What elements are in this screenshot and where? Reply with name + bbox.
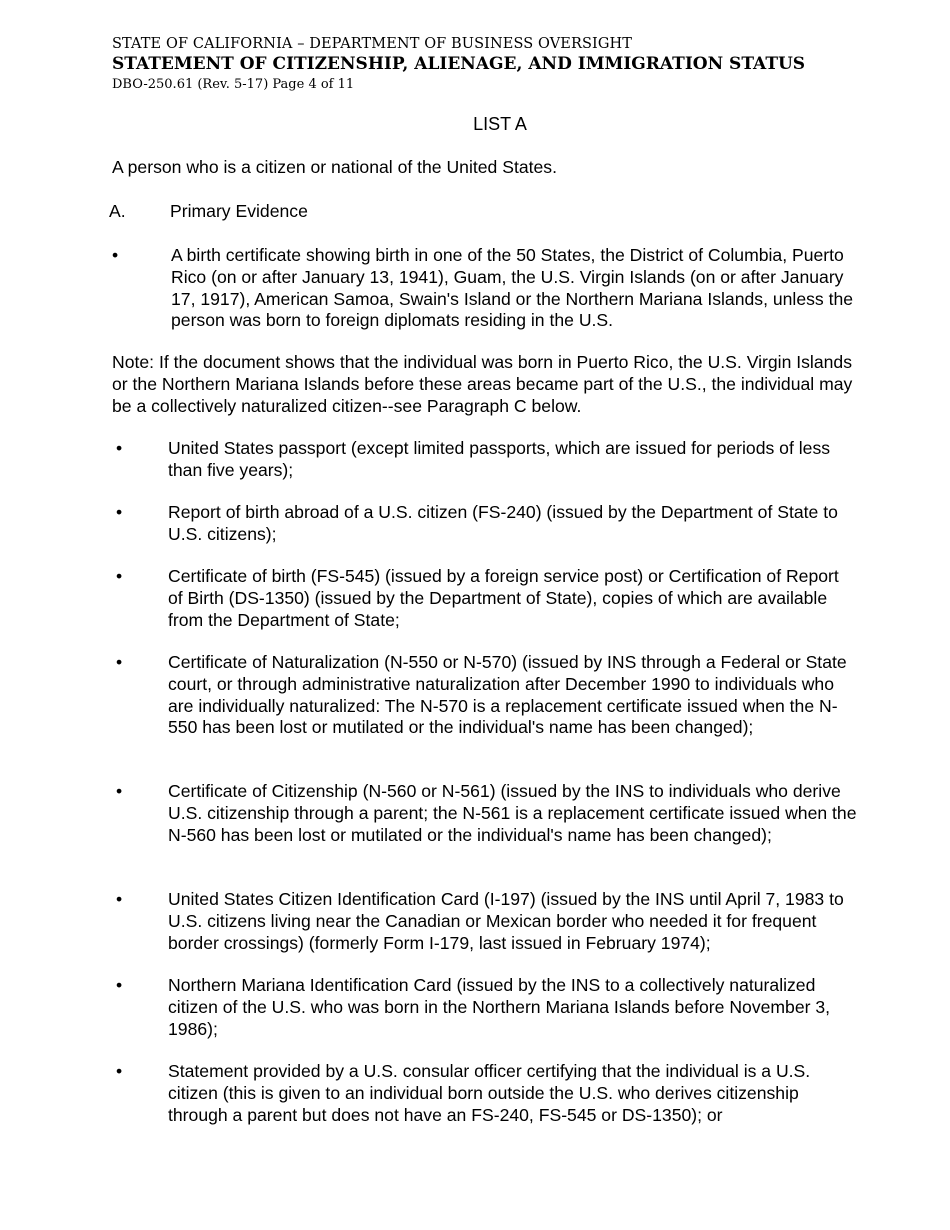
bullet-icon: • — [116, 566, 123, 586]
list-item: United States passport (except limited passports, which are issued for periods of less than five years); — [168, 438, 831, 480]
note-text: Note: If the document shows that the individual was born in Puerto Rico, the U.S. Virgin Islands or the Northern Mariana Islands before these areas became part of the U.S., the individual may be a collectively naturalized citizen--see Paragraph C below. — [112, 352, 853, 416]
list-item: Northern Mariana Identification Card (issued by the INS to a collectively naturalized citizen of the U.S. who was born in the Northern Mariana Islands before November 3, 1986); — [168, 975, 831, 1039]
section-letter: A. — [109, 201, 126, 221]
bullet-icon: • — [116, 438, 123, 458]
intro-text: A person who is a citizen or national of the United States. — [112, 157, 557, 177]
section-title: Primary Evidence — [170, 201, 308, 221]
header-title: STATEMENT OF CITIZENSHIP, ALIENAGE, AND IMMIGRATION STATUS — [112, 54, 806, 74]
list-item: United States Citizen Identification Card (I-197) (issued by the INS until April 7, 1983 to U.S. citizens living near the Canadian or Mexican border who needed it for frequent border crossings) (formerly Form I-179, last issued in February 1974); — [168, 889, 844, 953]
bullet-icon: • — [116, 781, 123, 801]
header-agency: STATE OF CALIFORNIA – DEPARTMENT OF BUSINESS OVERSIGHT — [112, 36, 633, 52]
list-item: Certificate of birth (FS-545) (issued by a foreign service post) or Certification of Report of Birth (DS-1350) (issued by the Department of State), copies of which are available from the Department of State; — [168, 566, 839, 630]
list-item: Certificate of Naturalization (N-550 or N-570) (issued by INS through a Federal or State court, or through administrative naturalization after December 1990 to individuals who are individually naturalized: The N-570 is a replacement certificate issued when the N-550 has been lost or mutilated or the individual's name has been changed); — [168, 652, 847, 738]
bullet-icon: • — [116, 975, 123, 995]
list-item-birth-certificate: A birth certificate showing birth in one of the 50 States, the District of Columbia, Puerto Rico (on or after January 13, 1941), Guam, the U.S. Virgin Islands (on or after January 17, 1917), American Samoa, Swain's Island or the Northern Mariana Islands, unless the person was born to foreign diplomats residing in the U.S. — [171, 245, 854, 331]
list-item: Certificate of Citizenship (N-560 or N-561) (issued by the INS to individuals who derive U.S. citizenship through a parent; the N-561 is a replacement certificate issued when the N-560 has been lost or mutilated or the individual's name has been changed); — [168, 781, 857, 845]
bullet-icon: • — [116, 502, 123, 522]
bullet-icon: • — [112, 245, 119, 265]
bullet-icon: • — [116, 1061, 123, 1081]
bullet-icon: • — [116, 652, 123, 672]
list-item: Statement provided by a U.S. consular officer certifying that the individual is a U.S. citizen (this is given to an individual born outside the U.S. who derives citizenship through a parent but does not have an FS-240, FS-545 or DS-1350); or — [168, 1061, 811, 1125]
header-form-line: DBO-250.61 (Rev. 5-17) Page 4 of 11 — [112, 77, 355, 92]
list-title: LIST A — [473, 114, 527, 134]
bullet-icon: • — [116, 889, 123, 909]
list-item: Report of birth abroad of a U.S. citizen (FS-240) (issued by the Department of State to U.S. citizens); — [168, 502, 838, 544]
